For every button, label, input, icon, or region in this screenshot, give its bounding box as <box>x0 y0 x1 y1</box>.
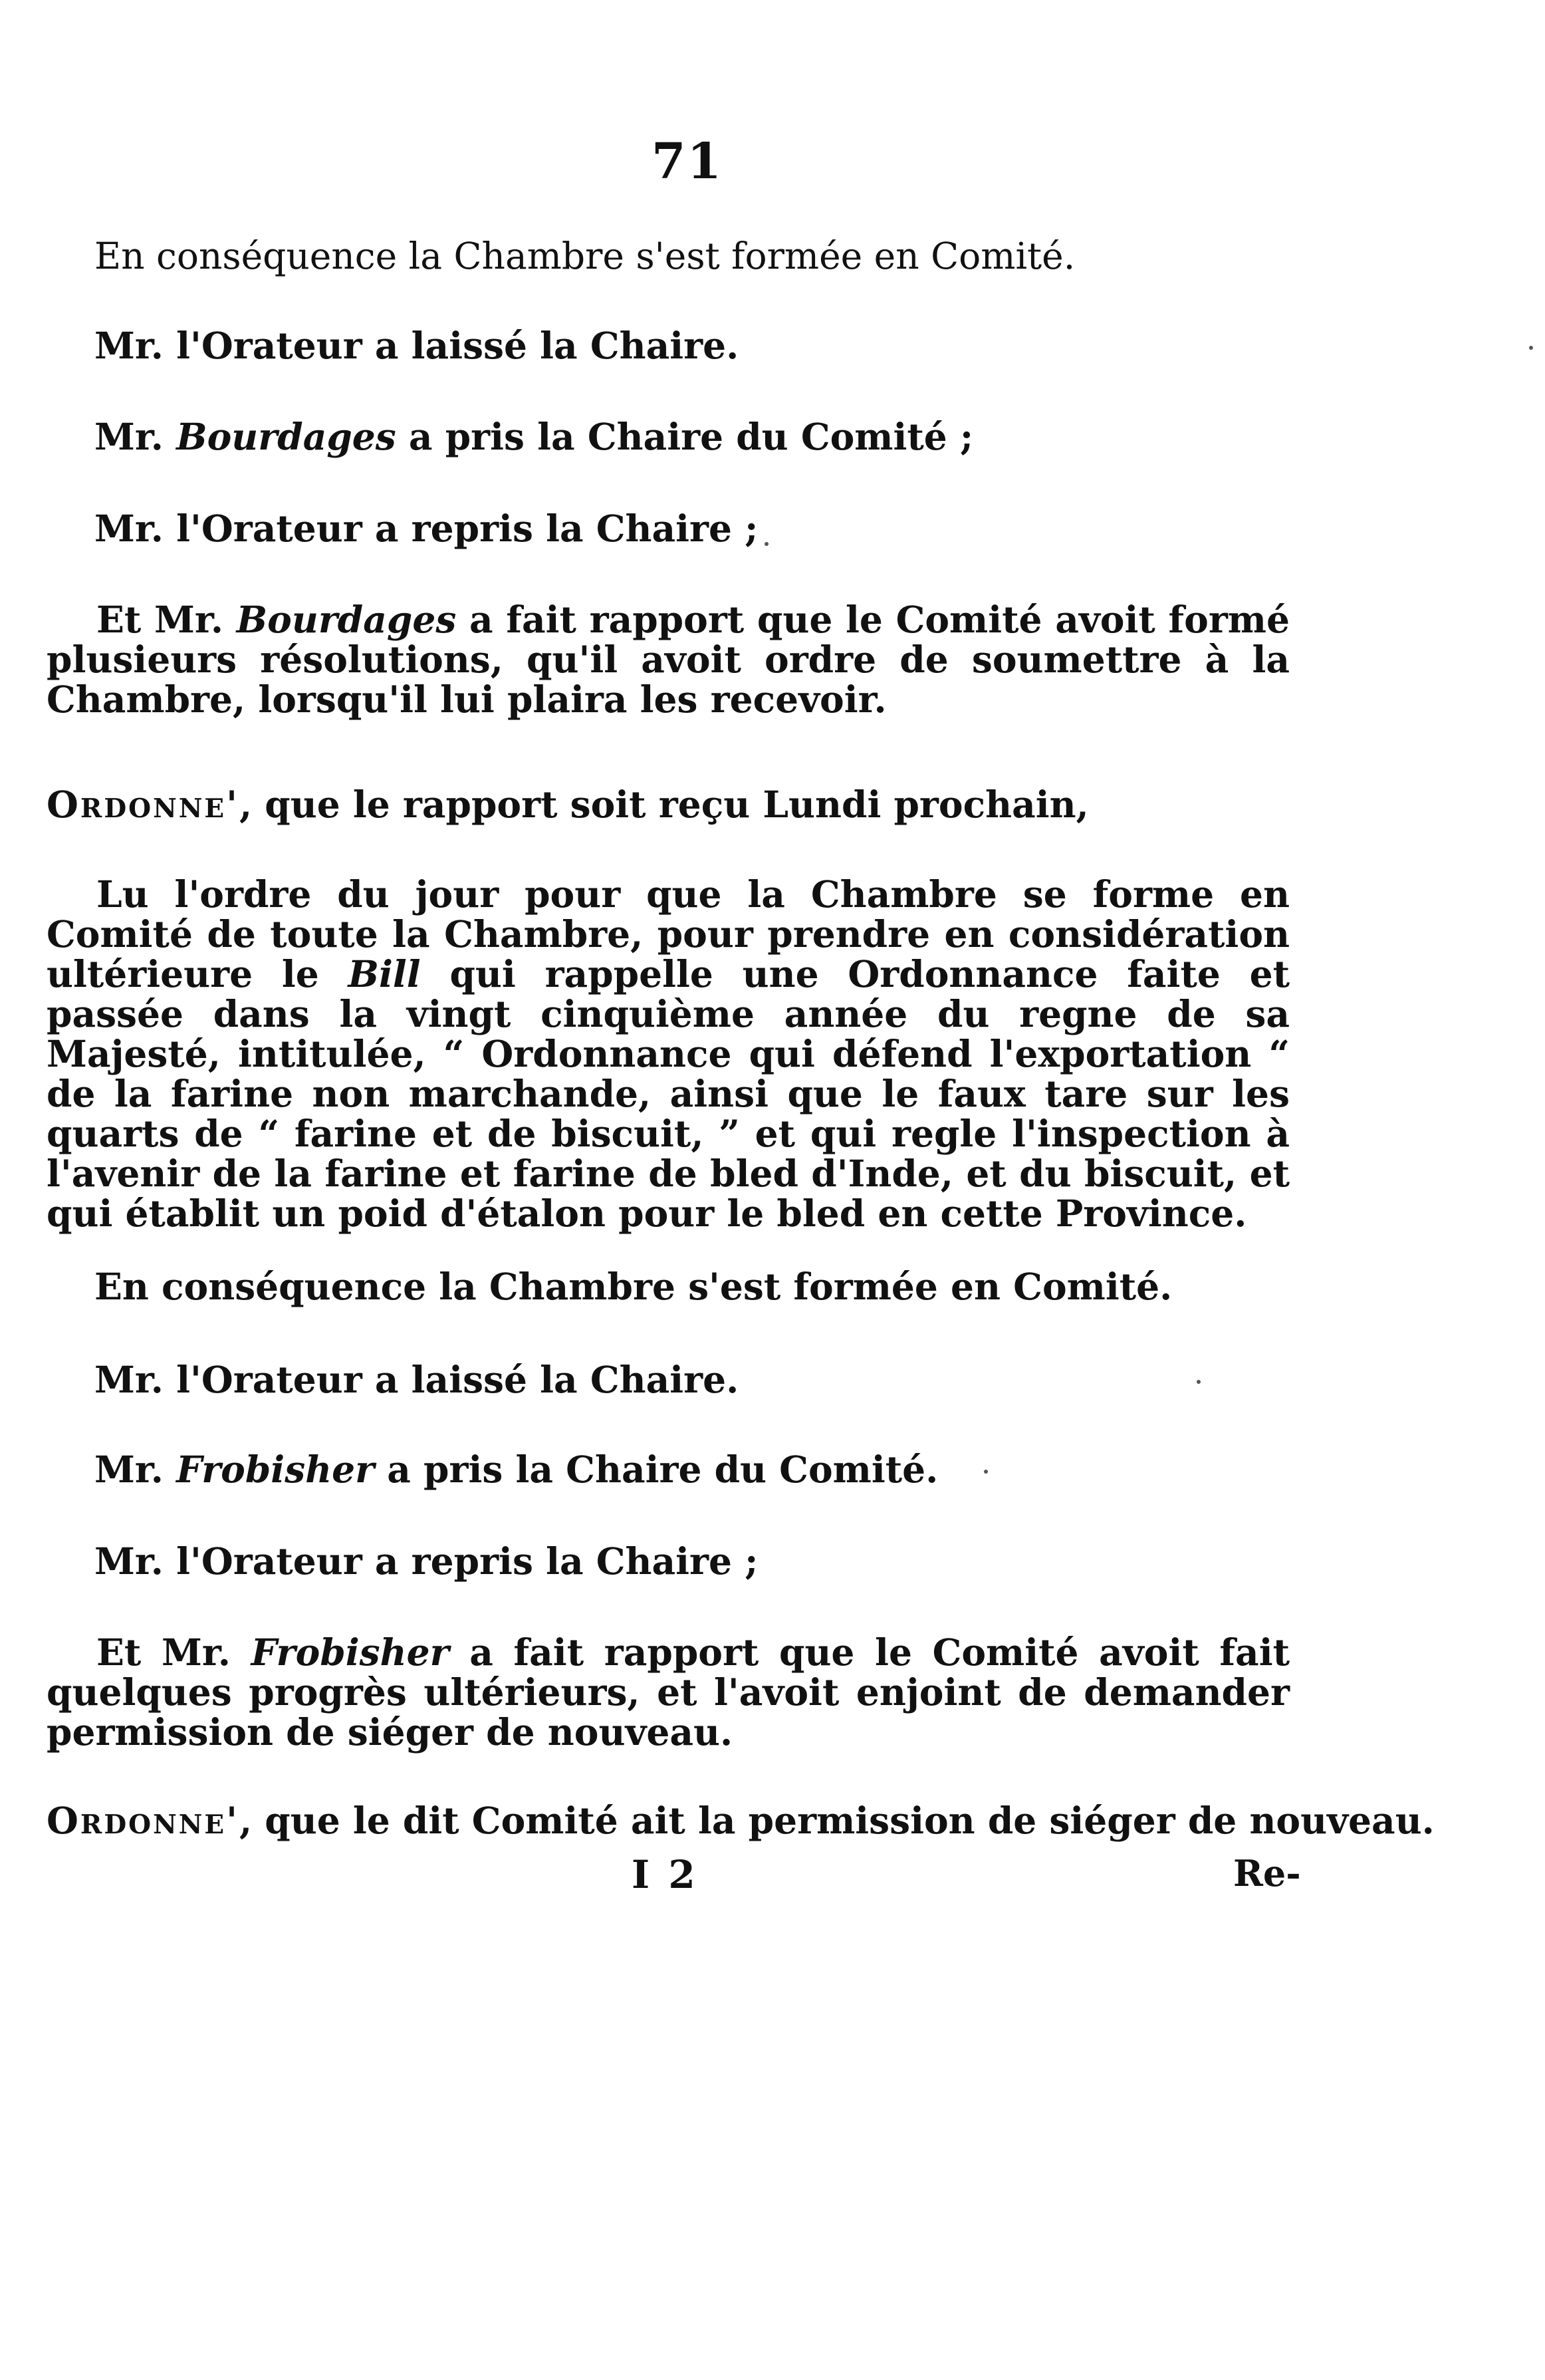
line-text: Mr. l'Orateur a repris la Chaire ; <box>94 1539 759 1583</box>
line-text: Mr. <box>94 1448 177 1491</box>
para-text: Et Mr. <box>96 598 237 641</box>
line-text: En conséquence la Chambre s'est formée en Comité. <box>94 1265 1173 1308</box>
line-committee-1 <box>94 236 1075 276</box>
order-sit-again <box>47 1801 1435 1841</box>
line-orateur-resumed-2 <box>94 1541 758 1581</box>
signature-mark: I 2 <box>632 1852 698 1897</box>
line-text: a pris la Chaire du Comité ; <box>396 415 974 458</box>
line-committee-2 <box>94 1267 1172 1307</box>
page-number: 71 <box>652 133 723 190</box>
member-name: Bourdages <box>176 415 396 458</box>
paragraph-order-of-day <box>47 874 1290 1234</box>
para-text: Lu l'ordre du jour pour que la Chambre se forme en Comité de toute la Chambre, pour prendre en considération ultérieure le <box>47 872 1290 995</box>
para-text: qui rappelle une Ordonnance faite et passée dans la vingt cinquième année du regne de sa Majesté, intitulée, “ Ordonnance qui défend l'exportation “ de la farine non marchande, ainsi que le faux tare sur les quarts de “ farine et de biscuit, ” et qui regle l'inspection à l'avenir de la farine et farine de bled d'Inde, et du biscuit, et qui établit un poid d'étalon pour le bled en cette Province. <box>47 952 1290 1235</box>
order-report-monday <box>47 785 1089 825</box>
para-text: a fait rapport que le Comité avoit fait quelques progrès ultérieurs, et l'avoit enjoint de demander permission de siéger de nouveau. <box>47 1631 1290 1754</box>
line-text: , que le rapport soit reçu Lundi prochain, <box>239 783 1089 826</box>
line-orateur-left-1 <box>94 326 739 366</box>
paper-speck <box>1197 1380 1201 1384</box>
line-text: Mr. l'Orateur a laissé la Chaire. <box>94 1358 739 1401</box>
bill-word: Bill <box>348 952 421 995</box>
line-text: a pris la Chaire du Comité. <box>374 1448 939 1491</box>
para-text: Et Mr. <box>96 1631 251 1674</box>
para-text: a fait rapport que le Comité avoit formé plusieurs résolutions, qu'il avoit ordre de soumettre à la Chambre, lorsqu'il lui plaira les recevoir. <box>47 598 1290 721</box>
paper-speck <box>765 542 769 546</box>
paragraph-bourdages-report <box>47 600 1290 720</box>
ordonne-label: Ordonne' <box>47 1799 239 1842</box>
paragraph-frobisher-report <box>47 1633 1290 1752</box>
line-orateur-resumed-1 <box>94 509 758 549</box>
line-frobisher-chair <box>94 1450 938 1490</box>
line-text: Mr. <box>94 415 177 458</box>
catchword: Re- <box>1233 1852 1301 1895</box>
line-text: Mr. l'Orateur a repris la Chaire ; <box>94 507 759 550</box>
line-text: , que le dit Comité ait la permission de siéger de nouveau. <box>239 1799 1435 1842</box>
member-name: Frobisher <box>176 1448 375 1491</box>
ordonne-label: Ordonne' <box>47 783 239 826</box>
paper-speck <box>984 1470 988 1474</box>
line-text: Mr. l'Orateur a laissé la Chaire. <box>94 324 739 367</box>
member-name: Frobisher <box>251 1631 449 1674</box>
line-bourdages-chair <box>94 417 973 457</box>
line-orateur-left-2 <box>94 1360 739 1400</box>
member-name: Bourdages <box>236 598 457 641</box>
line-text: En conséquence la Chambre s'est formée en Comité. <box>94 235 1076 277</box>
paper-speck <box>1529 346 1533 350</box>
